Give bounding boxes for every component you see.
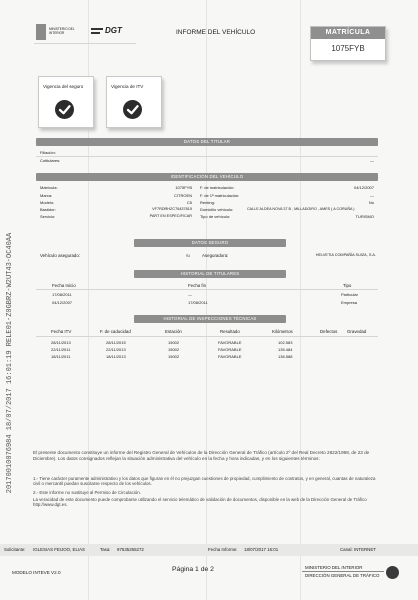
dgt-logo-text: DGT — [105, 26, 122, 35]
legal-note-3: La veracidad de este documento puede comprobarse utilizando el servicio telemático de validación de documentos, disponible en la web de la Dirección General de Tráfico http://www.dgt.es. — [33, 497, 367, 508]
itv-header-date: Fecha ITV — [51, 329, 72, 334]
titular-section-header: DATOS DEL TITULAR — [36, 138, 378, 146]
itv-header-km: Kilómetros — [272, 329, 293, 334]
marca-value: CITROEN — [174, 193, 192, 198]
fecha-primera-matriculacion-label: F. de 1ª matriculación: — [200, 193, 240, 198]
plate-box — [310, 26, 386, 61]
check-icon — [123, 100, 142, 119]
history-header-end: Fecha fin — [188, 283, 207, 288]
footer-ministry: MINISTERIO DEL INTERIOR — [305, 565, 363, 570]
legal-note-2: 2.- Este informe no sustituye al Permiso de Circulación. — [33, 490, 141, 495]
itv-header-defects: Defectos — [320, 329, 338, 334]
insurance-status-card — [38, 76, 94, 128]
itv-header-expiry: F. de caducidad — [100, 329, 131, 334]
plate-label: MATRÍCULA — [311, 27, 385, 39]
itv-row-km: 102.583 — [278, 340, 293, 345]
solicitante-value: IGLESIAS FEIJOO, ELIAS — [33, 547, 85, 552]
itv-row-km: 135.484 — [278, 347, 293, 352]
fecha-matriculacion-value: 04/12/2007 — [353, 185, 374, 190]
itv-row-result: FAVORABLE — [218, 354, 242, 359]
insurance-status-label: Vigencia del seguro — [43, 84, 84, 89]
legal-paragraph: El presente documento constituye un informe del Registro General de Vehículos de la Dirección General de Tráfico (artículo 2º del Real Decreto 2822/1998, de 23 de Diciembre). Los datos consignados reflejan la situación administrativa del vehículo en la fecha y hora indicadas, y en los siguientes términos: — [33, 450, 370, 461]
fecha-matriculacion-label: F. de matriculación: — [200, 185, 235, 190]
filiacion-label: Filiación: — [40, 150, 56, 155]
servicio-label: Servicio: — [40, 214, 56, 219]
history-row-end: — — [188, 292, 192, 297]
owner-history-section-header: HISTORIAL DE TITULARES — [134, 270, 286, 278]
vehicle-section-header: IDENTIFICACIÓN DEL VEHÍCULO — [36, 173, 378, 181]
history-row-type: Particular — [341, 292, 358, 297]
history-header-type: Tipo — [343, 283, 352, 288]
renting-value: No — [368, 200, 374, 205]
watermark-logo-icon — [386, 566, 399, 579]
document-title: INFORME DEL VEHÍCULO — [176, 29, 256, 36]
domicilio-label: Domicilio vehículo: — [200, 207, 234, 212]
model-version: MODELO INTEVE V2.0 — [12, 570, 61, 575]
asegurado-label: Vehículo asegurado: — [40, 253, 81, 258]
itv-row-expiry: 28/11/2015 — [106, 340, 126, 345]
itv-header-result: Resultado — [220, 329, 240, 334]
cotitulares-value: — — [370, 158, 374, 163]
domicilio-value: CALLE ALDEA NOVA 37 B , MILLADOIRO , AMES ( A CORUÑA ) — [247, 207, 355, 211]
footer-direccion: DIRECCIÓN GENERAL DE TRÁFICO — [305, 573, 380, 578]
itv-row-date: 22/11/2011 — [51, 347, 71, 352]
tipo-vehiculo-value: TURISMO — [355, 214, 374, 219]
marca-label: Marca: — [40, 193, 53, 198]
aseguradora-label: Aseguradora: — [202, 253, 229, 258]
side-code: 20170010076984 18/07/2017 16:01:19 RELE01-Z0GBRZ-W2UT43-OC40AA — [6, 232, 14, 494]
itv-row-date: 18/11/2011 — [51, 354, 71, 359]
dgt-logo-icon — [91, 27, 103, 37]
footer-divider — [302, 571, 384, 572]
asegurado-value: Sí — [186, 253, 190, 258]
aseguradora-value: HELVETIA COMPAÑÍA SUIZA, S.A. — [315, 253, 376, 257]
insurance-section-header: DATOS SEGURO — [134, 239, 286, 247]
row-divider — [36, 156, 378, 157]
bastidor-value: VF7RDRHZC76437815 — [152, 207, 192, 211]
itv-status-card — [106, 76, 162, 128]
tasa-value: 97635265272 — [117, 547, 144, 552]
itv-status-label: Vigencia de ITV — [111, 84, 144, 89]
spain-coat-of-arms — [36, 24, 46, 40]
history-row-start: 04/12/2007 — [52, 300, 73, 305]
itv-row-result: FAVORABLE — [218, 340, 242, 345]
itv-row-expiry: 22/11/2013 — [106, 347, 126, 352]
fecha-primera-matriculacion-value: — — [370, 193, 374, 198]
row-divider — [36, 336, 378, 337]
matricula-value: 1075FYB — [175, 185, 192, 190]
page-fold — [300, 0, 301, 600]
itv-row-result: FAVORABLE — [218, 347, 242, 352]
renting-label: Renting: — [200, 200, 215, 205]
cotitulares-label: Cotitulares: — [40, 158, 61, 163]
modelo-label: Modelo: — [40, 200, 55, 205]
row-divider — [36, 289, 378, 290]
matricula-label: Matrícula: — [40, 185, 58, 190]
ministry-logo-text: MINISTERIO DEL INTERIOR — [49, 27, 75, 35]
history-row-start: 17/08/2011 — [52, 292, 72, 297]
tipo-vehiculo-label: Tipo de vehículo: — [200, 214, 231, 219]
page-number: Página 1 de 2 — [172, 566, 214, 573]
history-row-end: 17/08/2011 — [188, 300, 208, 305]
itv-header-severity: Gravedad — [347, 329, 367, 334]
side-barcode-text-container — [4, 150, 16, 580]
itv-row-expiry: 18/11/2013 — [106, 354, 126, 359]
check-icon — [55, 100, 74, 119]
history-row-type: Empresa — [341, 300, 358, 305]
canal-label: Canal: — [340, 547, 353, 552]
modelo-value: C5 — [186, 200, 192, 205]
itv-row-station: 15002 — [168, 347, 180, 352]
legal-note-1: 1.- Tiene carácter puramente administrativo y los datos que figuran en él no prejuzgan cuestiones de propiedad, cumplimiento de contratos, y en general, cuantas de naturaleza civil o mercantil puedan suscitarse respecto de los vehículos. — [33, 476, 376, 487]
itv-row-date: 28/11/2013 — [51, 340, 71, 345]
fecha-informe-value: 18/07/2017 16:01 — [244, 547, 279, 552]
bastidor-label: Bastidor: — [40, 207, 56, 212]
itv-header-station: Estación — [165, 329, 182, 334]
servicio-value: PART EN ESPECIFICAR — [149, 214, 192, 218]
tasa-label: Tasa: — [100, 547, 111, 552]
itv-history-section-header: HISTORIAL DE INSPECCIONES TÉCNICAS — [134, 315, 286, 323]
plate-value: 1075FYB — [331, 44, 365, 53]
canal-value: INTERNET — [354, 547, 376, 552]
header-divider — [34, 43, 136, 44]
fecha-informe-label: Fecha Informe: — [208, 547, 238, 552]
itv-row-station: 15002 — [168, 354, 180, 359]
itv-row-km: 136.588 — [278, 354, 293, 359]
itv-row-station: 15002 — [168, 340, 180, 345]
history-header-start: Fecha Inicio — [52, 283, 76, 288]
solicitante-label: Solicitante: — [4, 547, 26, 552]
